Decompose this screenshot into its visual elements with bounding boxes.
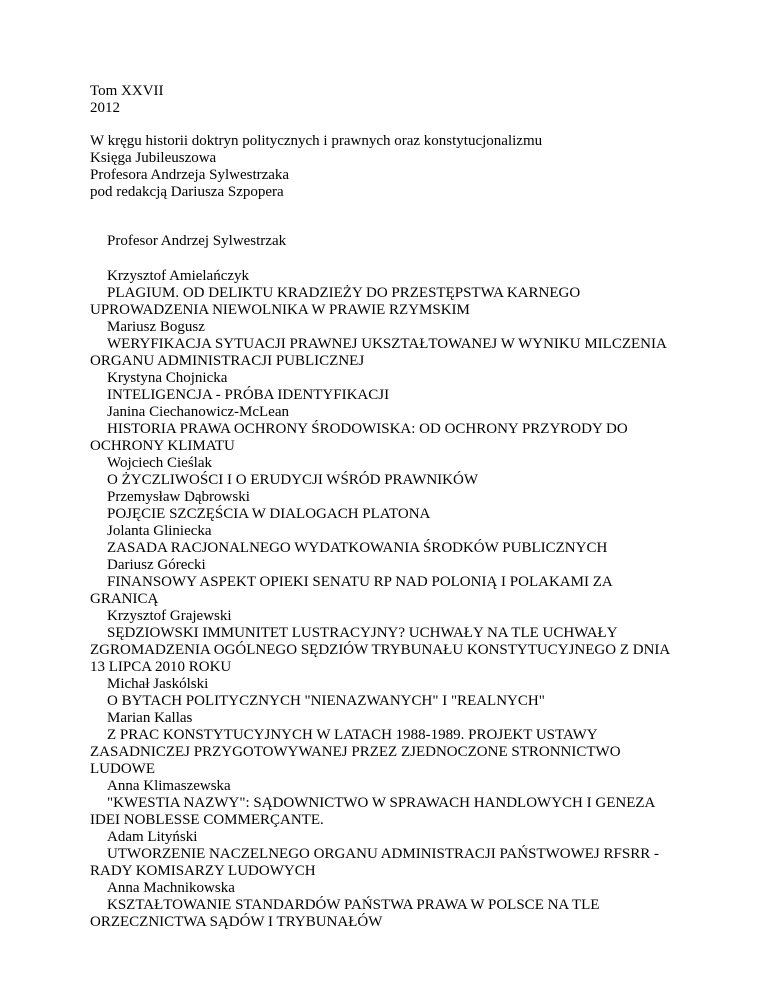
toc-entry [90, 778, 678, 829]
volume-info [90, 83, 678, 117]
toc-entry [90, 455, 678, 489]
toc-entry [90, 268, 678, 319]
entry-author: Mariusz Bogusz [107, 319, 205, 335]
toc-entry [90, 676, 678, 710]
entry-title: POJĘCIE SZCZĘŚCIA W DIALOGACH PLATONA [107, 506, 431, 522]
book-title: W kręgu historii doktryn politycznych i prawnych oraz konstytucjonalizmu [90, 133, 543, 149]
entry-author: Przemysław Dąbrowski [107, 489, 250, 505]
toc-entry [90, 710, 678, 778]
volume-number: Tom XXVII [90, 83, 164, 99]
entry-title: INTELIGENCJA - PRÓBA IDENTYFIKACJI [107, 387, 390, 403]
toc-entry [90, 319, 678, 370]
entry-author: Dariusz Górecki [107, 557, 206, 573]
entry-author: Marian Kallas [107, 710, 193, 726]
entry-author: Anna Machnikowska [107, 880, 235, 896]
toc-entry [90, 608, 678, 676]
entry-title: ZASADA RACJONALNEGO WYDATKOWANIA ŚRODKÓW PUBLICZNYCH [107, 540, 608, 556]
entry-title: "KWESTIA NAZWY": SĄDOWNICTWO W SPRAWACH HANDLOWYCH I GENEZA IDEI NOBLESSE COMMERÇANTE. [90, 795, 655, 828]
entry-title: SĘDZIOWSKI IMMUNITET LUSTRACYJNY? UCHWAŁY NA TLE UCHWAŁY ZGROMADZENIA OGÓLNEGO SĘDZIÓW TRYBUNAŁU KONSTYTUCYJNEGO Z DNIA 13 LIPCA 2010 ROKU [90, 625, 670, 675]
toc-entry [90, 523, 678, 557]
book-subtitle: Księga Jubileuszowa [90, 150, 217, 166]
toc-entry [90, 489, 678, 523]
table-of-contents [90, 268, 678, 931]
entry-author: Krzysztof Grajewski [107, 608, 232, 624]
entry-title: KSZTAŁTOWANIE STANDARDÓW PAŃSTWA PRAWA W POLSCE NA TLE ORZECZNICTWA SĄDÓW I TRYBUNAŁÓW [90, 897, 600, 930]
entry-author: Wojciech Cieślak [107, 455, 213, 471]
book-info [90, 133, 678, 201]
toc-entry [90, 557, 678, 608]
entry-author: Jolanta Gliniecka [107, 523, 212, 539]
entry-author: Krystyna Chojnicka [107, 370, 228, 386]
entry-author: Michał Jaskólski [107, 676, 209, 692]
book-editor: pod redakcją Dariusza Szpopera [90, 184, 284, 200]
toc-entry [90, 370, 678, 404]
entry-title: HISTORIA PRAWA OCHRONY ŚRODOWISKA: OD OCHRONY PRZYRODY DO OCHRONY KLIMATU [90, 421, 628, 454]
entry-title: WERYFIKACJA SYTUACJI PRAWNEJ UKSZTAŁTOWANEJ W WYNIKU MILCZENIA ORGANU ADMINISTRACJI PUBLICZNEJ [90, 336, 666, 369]
entry-title: PLAGIUM. OD DELIKTU KRADZIEŻY DO PRZESTĘPSTWA KARNEGO UPROWADZENIA NIEWOLNIKA W PRAWIE RZYMSKIM [90, 285, 581, 318]
entry-title: Z PRAC KONSTYTUCYJNYCH W LATACH 1988-1989. PROJEKT USTAWY ZASADNICZEJ PRZYGOTOWYWANEJ PRZEZ ZJEDNOCZONE STRONNICTWO LUDOWE [90, 727, 621, 777]
entry-author: Krzysztof Amielańczyk [107, 268, 250, 284]
entry-title: FINANSOWY ASPEKT OPIEKI SENATU RP NAD POLONIĄ I POLAKAMI ZA GRANICĄ [90, 574, 612, 607]
toc-entry [90, 404, 678, 455]
entry-title: O ŻYCZLIWOŚCI I O ERUDYCJI WŚRÓD PRAWNIKÓW [107, 472, 479, 488]
entry-author: Anna Klimaszewska [107, 778, 231, 794]
toc-entry [90, 829, 678, 880]
book-honoree: Profesora Andrzeja Sylwestrzaka [90, 167, 290, 183]
entry-title: UTWORZENIE NACZELNEGO ORGANU ADMINISTRACJI PAŃSTWOWEJ RFSRR - RADY KOMISARZY LUDOWYCH [90, 846, 659, 879]
toc-entry [90, 880, 678, 931]
entry-author: Janina Ciechanowicz-McLean [107, 404, 289, 420]
volume-year: 2012 [90, 100, 120, 116]
entry-author: Adam Lityński [107, 829, 198, 845]
entry-title: O BYTACH POLITYCZNYCH "NIENAZWANYCH" I "REALNYCH" [107, 693, 545, 709]
dedication: Profesor Andrzej Sylwestrzak [107, 233, 287, 249]
